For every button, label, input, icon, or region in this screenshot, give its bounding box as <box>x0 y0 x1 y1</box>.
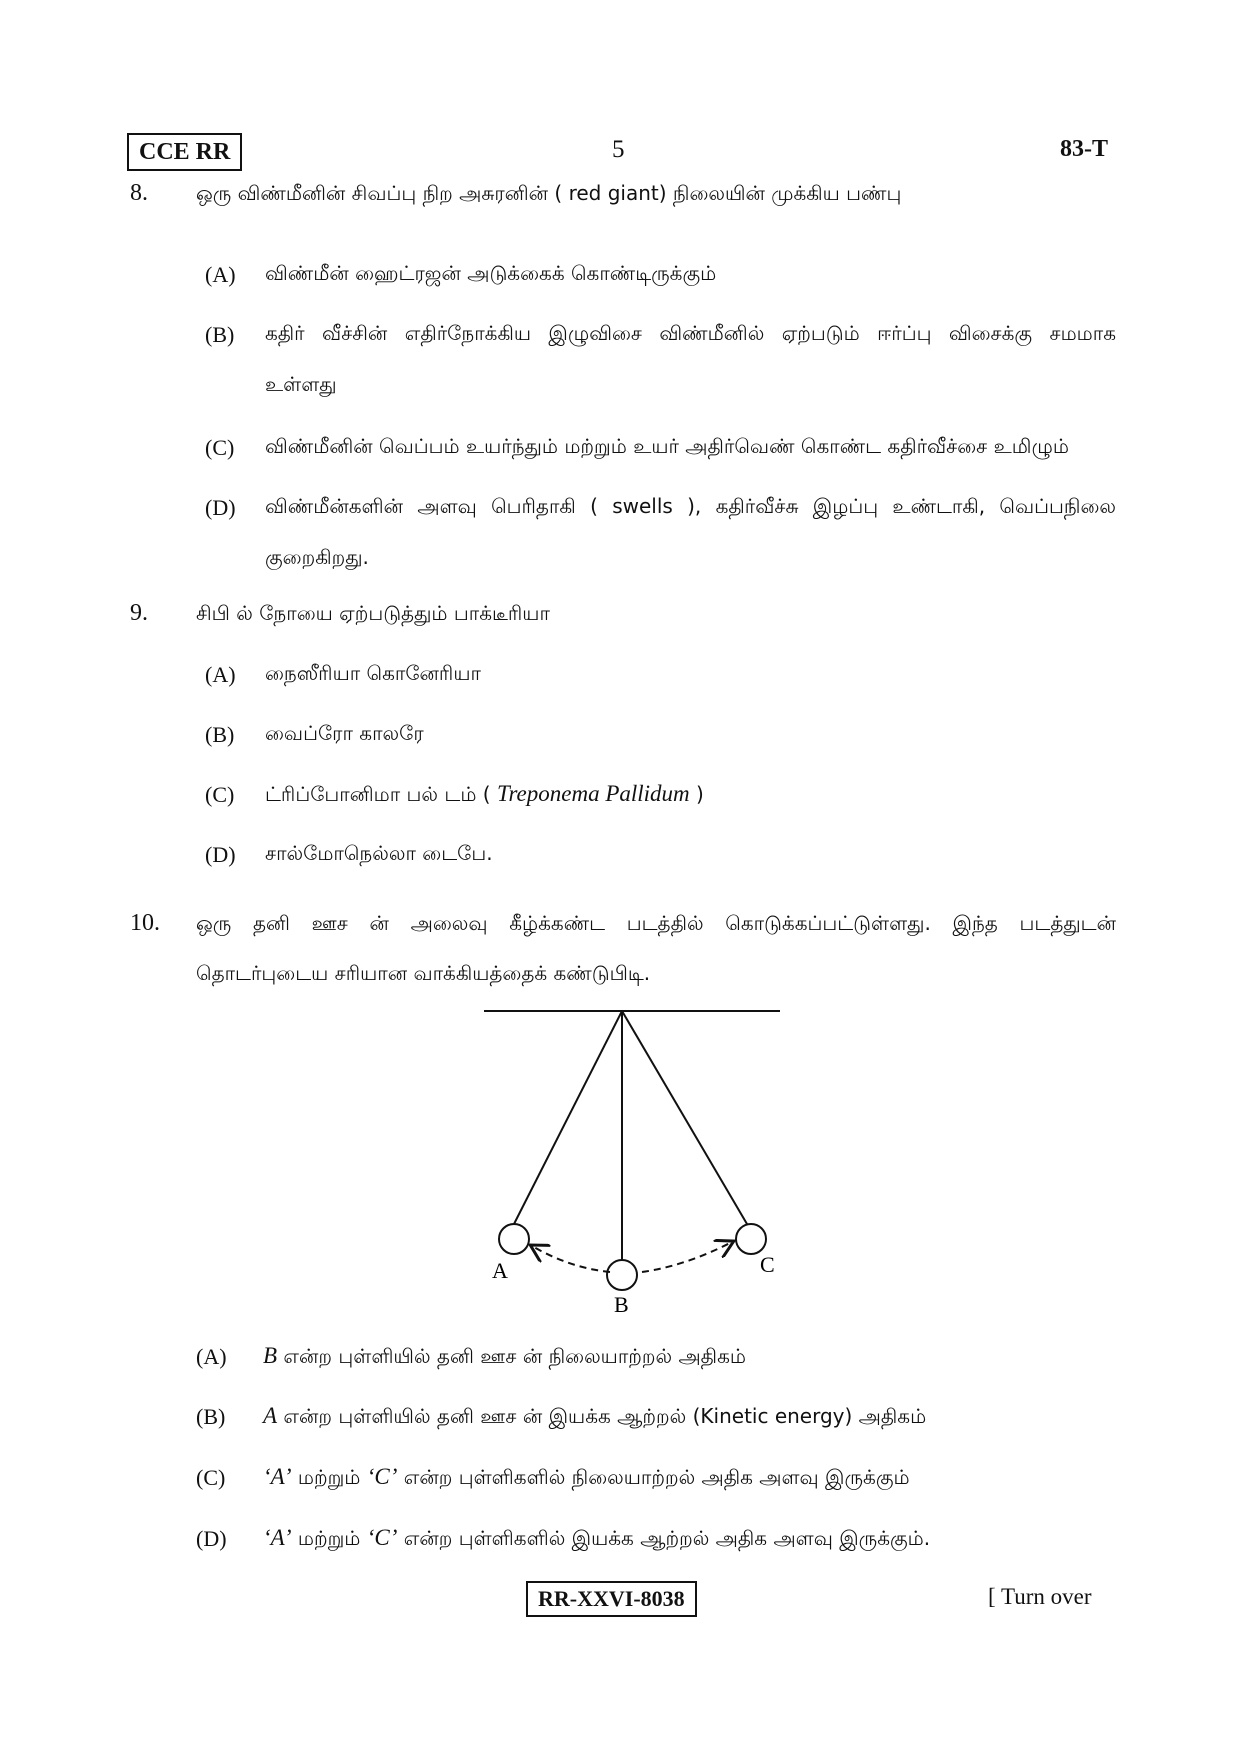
paper-code: 83-T <box>1060 136 1108 162</box>
q10-option-b-var: A <box>263 1403 278 1428</box>
pendulum-diagram <box>470 1000 800 1330</box>
q10-option-a-rest: என்ற புள்ளியில் தனி ஊச ன் நிலையாற்றல் அதிகம் <box>277 1344 746 1368</box>
q10-option-c-mid: மற்றும் <box>291 1465 367 1489</box>
header-box-label: CCE RR <box>127 133 242 171</box>
page-number: 5 <box>612 136 625 163</box>
bob-c <box>736 1224 766 1254</box>
q10-option-c-label: (C) <box>196 1465 226 1490</box>
q10-option-c-var2: ‘C’ <box>366 1464 398 1489</box>
question-8-number: 8. <box>130 180 148 206</box>
q8-option-a-label: (A) <box>205 262 236 287</box>
q8-option-c-label: (C) <box>205 435 235 460</box>
q8-option-b-line2: உள்ளது <box>265 372 337 396</box>
q10-option-d-label: (D) <box>196 1526 227 1551</box>
q9-option-b-text: வைப்ரோ காலரே <box>265 721 424 745</box>
q10-option-a-text <box>263 1330 1114 1382</box>
pendulum-string-a <box>514 1011 622 1224</box>
q9-option-c-label: (C) <box>205 782 235 807</box>
bob-a <box>499 1224 529 1254</box>
question-8-text: ஒரு விண்மீனின் சிவப்பு நிற அசுரனின் ( red giant) நிலையின் முக்கிய பண்பு <box>196 181 902 205</box>
swing-arrow-right <box>642 1242 732 1272</box>
question-10-line1: ஒரு தனி ஊச ன் அலைவு கீழ்க்கண்ட படத்தில் கொடுக்கப்பட்டுள்ளது. இந்த படத்துடன் <box>196 911 1116 935</box>
q9-option-c-text <box>265 768 1116 820</box>
q10-option-b-rest: என்ற புள்ளியில் தனி ஊச ன் இயக்க ஆற்றல் (Kinetic energy) அதிகம் <box>277 1404 927 1428</box>
q10-option-d-text <box>263 1512 1114 1564</box>
q10-option-a-label: (A) <box>196 1344 227 1369</box>
bob-b <box>607 1260 637 1290</box>
q9-option-d-label: (D) <box>205 842 236 867</box>
q10-option-d-var2: ‘C’ <box>366 1525 398 1550</box>
q9-option-b-label: (B) <box>205 722 235 747</box>
q10-option-a-var: B <box>263 1343 278 1368</box>
label-c: C <box>760 1252 775 1277</box>
q8-option-d-line2: குறைகிறது. <box>265 545 369 569</box>
q8-option-c-text: விண்மீனின் வெப்பம் உயர்ந்தும் மற்றும் உயர் அதிர்வெண் கொண்ட கதிர்வீச்சை உமிழும் <box>265 434 1069 458</box>
question-10-line2: தொடர்புடைய சரியான வாக்கியத்தைக் கண்டுபிடி. <box>196 961 651 985</box>
q8-option-b-line1: கதிர் வீச்சின் எதிர்நோக்கிய இழுவிசை விண்மீனில் ஏற்படும் ஈர்ப்பு விசைக்கு சமமாக <box>265 321 1116 345</box>
q10-option-c-text <box>263 1451 1114 1503</box>
q9-option-c-tamil: ட்ரிப்போனிமா பல் டம் ( <box>265 782 497 806</box>
q10-option-d-rest: என்ற புள்ளிகளில் இயக்க ஆற்றல் அதிக அளவு இருக்கும். <box>397 1526 931 1550</box>
swing-arrow-left <box>532 1246 610 1272</box>
q10-option-b-label: (B) <box>196 1404 226 1429</box>
q9-option-c-close: ) <box>689 782 704 806</box>
pendulum-string-c <box>622 1011 747 1224</box>
q9-option-a-label: (A) <box>205 662 236 687</box>
q8-option-a-text: விண்மீன் ஹைட்ரஜன் அடுக்கைக் கொண்டிருக்கும் <box>265 261 717 285</box>
label-b: B <box>614 1292 629 1317</box>
question-9-text: சிபி ல் நோயை ஏற்படுத்தும் பாக்டீரியா <box>196 601 550 625</box>
q10-option-c-var1: ‘A’ <box>263 1464 292 1489</box>
turn-over-note: [ Turn over <box>988 1584 1092 1609</box>
q8-option-d-line1: விண்மீன்களின் அளவு பெரிதாகி ( swells ), கதிர்வீச்சு இழப்பு உண்டாகி, வெப்பநிலை <box>265 494 1116 518</box>
question-10-number: 10. <box>130 910 160 936</box>
footer-code: RR-XXVI-8038 <box>526 1581 697 1617</box>
q8-option-d-label: (D) <box>205 495 236 520</box>
q9-option-c-latin: Treponema Pallidum <box>496 781 690 806</box>
q8-option-b-label: (B) <box>205 322 235 347</box>
q10-option-d-var1: ‘A’ <box>263 1525 292 1550</box>
q10-option-c-rest: என்ற புள்ளிகளில் நிலையாற்றல் அதிக அளவு இருக்கும் <box>397 1465 910 1489</box>
q9-option-d-text: சால்மோநெல்லா டைபே. <box>265 841 493 865</box>
q10-option-d-mid: மற்றும் <box>291 1526 367 1550</box>
q10-option-b-text <box>263 1390 1114 1442</box>
label-a: A <box>492 1258 508 1283</box>
q9-option-a-text: நைஸீரியா கொனேரியா <box>265 661 481 685</box>
question-9-number: 9. <box>130 600 148 626</box>
